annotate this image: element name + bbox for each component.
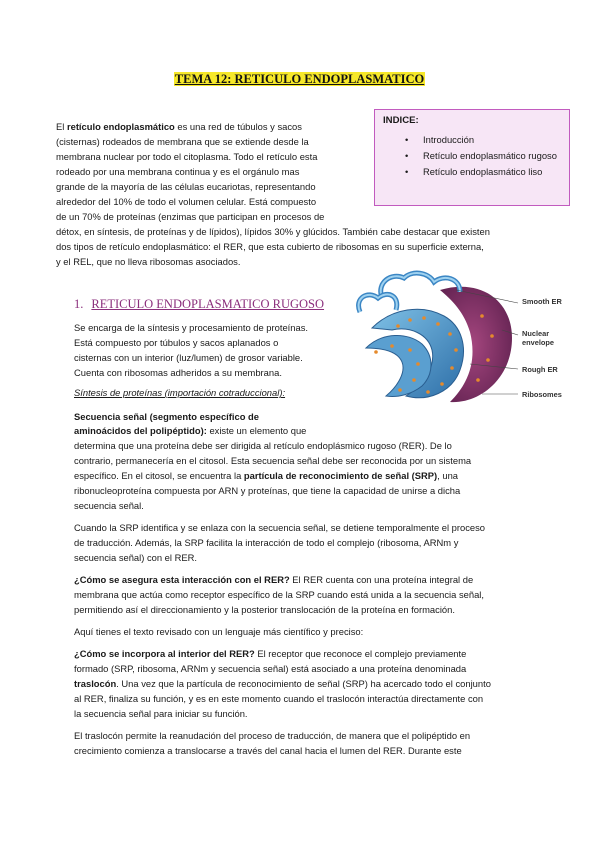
para3-line: membrana que actúa como receptor específico de la SRP cuando está unida a la secuencia señal,: [74, 589, 484, 600]
section1-line: Está compuesto por túbulos y sacos aplanados o: [74, 337, 279, 348]
index-list: [383, 134, 561, 178]
para5-line: al RER, finaliza su función, y es en este momento cuando el traslocón interactúa directamente con: [74, 693, 484, 704]
intro-line: grande de la mayoría de las células eucariotas, representando: [56, 181, 316, 192]
intro-line: membrana nuclear por todo el citoplasma. Todo el retículo esta: [56, 151, 318, 162]
para3-line: permitiendo así el direccionamiento y la posterior translocación de la proteína en formación.: [74, 604, 455, 615]
para5-line-1: ¿Cómo se incorpora al interior del RER? El receptor que reconoce el complejo previamente: [74, 648, 467, 659]
index-item: • Retículo endoplasmático liso: [405, 166, 561, 179]
section-title-text: RETICULO ENDOPLASMATICO RUGOSO: [91, 297, 325, 311]
para3-line-1: ¿Cómo se asegura esta interacción con el RER? El RER cuenta con una proteína integral de: [74, 574, 474, 585]
senal-line: determina que una proteína debe ser dirigida al retículo endoplásmico rugoso (RER). De lo: [74, 440, 452, 451]
label-nuclear-envelope: Nuclear envelope: [522, 329, 555, 347]
index-heading: INDICE:: [383, 115, 419, 126]
section1-line: Se encarga de la síntesis y procesamiento de proteínas.: [74, 322, 308, 333]
section-number: 1.: [74, 297, 84, 311]
intro-line: y el REL, que no lleva ribosomas asociados.: [56, 256, 241, 267]
senal-line: específico. En el citosol, se encuentra la partícula de reconocimiento de señal (SRP), una: [74, 470, 459, 481]
label-rough-er: Rough ER: [522, 365, 558, 374]
para6-line: El traslocón permite la reanudación del proceso de traducción, de manera que el polipéptido en: [74, 730, 471, 741]
section1-line: cisternas con un interior (luz/lumen) de grosor variable.: [74, 352, 303, 363]
intro-line: rodeado por una membrana continua y es el orgánulo mas: [56, 166, 300, 177]
senal-line: secuencia señal.: [74, 500, 144, 511]
para5-line: traslocón. Una vez que la partícula de reconocimiento de señal (SRP) ha acercado todo el conjunto: [74, 678, 491, 689]
para4: Aquí tienes el texto revisado con un lenguaje más científico y preciso:: [74, 626, 364, 637]
label-smooth-er: Smooth ER: [522, 297, 562, 306]
intro-line: (cisternas) rodeados de membrana que se extiende desde la: [56, 136, 309, 147]
intro-term: retículo endoplasmático: [66, 121, 175, 132]
label-ribosomes: Ribosomes: [522, 390, 562, 399]
para2-line: Cuando la SRP identifica y se enlaza con la secuencia señal, se detiene temporalmente el proceso: [74, 522, 486, 533]
index-item: • Introducción: [405, 134, 561, 147]
intro-line: de un 70% de proteínas (enzimas que participan en procesos de: [56, 211, 325, 222]
section1-line: Cuenta con ribosomas adheridos a su membrana.: [74, 367, 282, 378]
senal-line: contrario, permanecería en el citosol. Esta secuencia señal debe ser reconocida por un sistema: [74, 455, 472, 466]
senal-line-1: Secuencia señal (segmento específico de: [74, 411, 259, 422]
para6-line: crecimiento comienza a translocarse a través del canal hacia el lumen del RER. Durante este: [74, 745, 462, 756]
intro-line-1: El retículo endoplasmático es una red de túbulos y sacos: [56, 121, 302, 132]
page-title: TEMA 12: RETICULO ENDOPLASMATICO: [174, 72, 425, 86]
index-box: [374, 109, 570, 206]
para5-line: la secuencia señal para iniciar su función.: [74, 708, 248, 719]
para2-line: de traducción. Además, la SRP facilita la interacción de todo el complejo (ribosoma, ARNm y: [74, 537, 459, 548]
para5-line: formado (SRP, ribosoma, ARNm y secuencia señal) está asociado a una proteína denominada: [74, 663, 467, 674]
intro-line: dos tipos de retículo endoplasmático: el RER, que esta cubierto de ribosomas en su superficie externa,: [56, 241, 484, 252]
senal-line: ribonucleoproteína compuesta por ARN y proteínas, que tiene la capacidad de unirse a dicha: [74, 485, 461, 496]
senal-line-2: aminoácidos del polipéptido): existe un elemento que: [74, 425, 307, 436]
index-item: • Retículo endoplasmático rugoso: [405, 150, 561, 163]
intro-line: détox, en síntesis, de proteínas y de lípidos), lípidos 30% y glúcidos. También cabe destacar que existen: [56, 226, 490, 237]
intro-line: alrededor del 10% de todo el volumen celular. Está compuesto: [56, 196, 317, 207]
subheading: Síntesis de proteínas (importación cotraduccional):: [74, 387, 286, 398]
srp-term: partícula de reconocimiento de señal (SRP): [243, 470, 438, 481]
section-1-title: [74, 297, 324, 312]
para2-line: secuencia señal) con el RER.: [74, 552, 197, 563]
